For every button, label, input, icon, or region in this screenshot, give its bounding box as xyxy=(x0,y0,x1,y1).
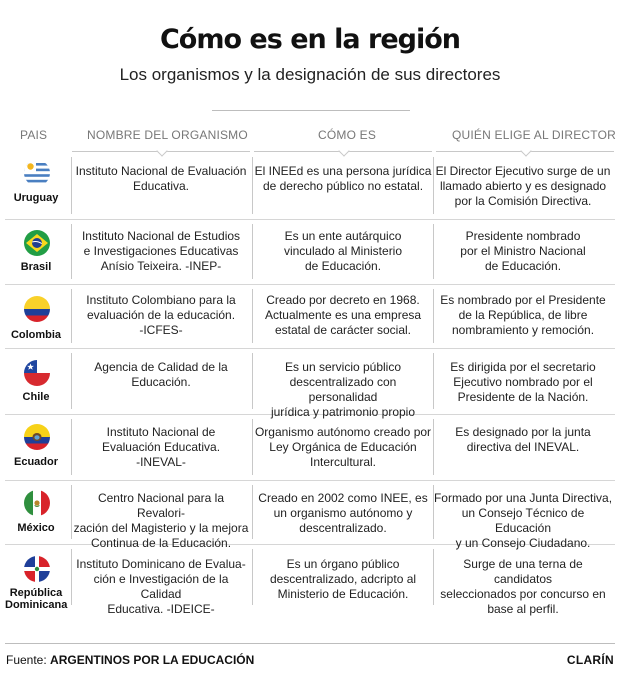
title-divider xyxy=(212,110,410,111)
chile-flag-icon xyxy=(24,360,50,386)
quien-cell: Es nombrado por el Presidente de la República, de libre nombramiento y remoción. xyxy=(440,293,606,337)
quien-cell: Formado por una Junta Directiva, un Consejo Técnico de Educación y un Consejo Ciudadano. xyxy=(433,491,613,550)
organismo-cell: Instituto Colombiano para la evaluación de la educación. -ICFES- xyxy=(86,293,236,337)
row-divider xyxy=(5,480,615,481)
footer-divider xyxy=(5,643,615,644)
country-name: Brasil xyxy=(20,261,52,273)
column-header-como: CÓMO ES xyxy=(318,128,377,142)
source-name: ARGENTINOS POR LA EDUCACIÓN xyxy=(50,653,255,667)
organismo-cell: Instituto Nacional de Estudios e Investigaciones Educativas Anísio Teixeira. -INEP- xyxy=(81,229,241,273)
column-header-pais: PAIS xyxy=(20,128,48,142)
country-name: República Dominicana xyxy=(5,587,68,611)
como-cell: Creado en 2002 como INEE, es un organismo autónomo y descentralizado. xyxy=(258,491,428,535)
brand-logo: CLARÍN xyxy=(566,653,614,667)
quien-cell: El Director Ejecutivo surge de un llamado abierto y es designado por la Comisión Directiva. xyxy=(435,164,611,208)
page-subtitle: Los organismos y la designación de sus directores xyxy=(119,65,501,84)
quien-cell: Es dirigida por el secretario Ejecutivo nombrado por el Presidente de la Nación. xyxy=(450,360,596,404)
organismo-cell: Instituto Dominicano de Evalua- ción e Investigación de la Calidad Educativa. -IDEICE- xyxy=(76,557,246,616)
country-name: Colombia xyxy=(10,329,62,341)
header-notch xyxy=(156,145,167,156)
country-name: México xyxy=(17,522,55,534)
quien-cell: Es designado por la junta directiva del INEVAL. xyxy=(455,425,591,454)
row-divider xyxy=(5,348,615,349)
organismo-cell: Instituto Nacional de Evaluación Educativa. xyxy=(75,164,247,193)
header-notch xyxy=(520,145,531,156)
page-title: Cómo es en la región xyxy=(159,24,461,55)
row-divider xyxy=(5,219,615,220)
como-cell: Organismo autónomo creado por Ley Orgánica de Educación Intercultural. xyxy=(254,425,432,469)
source-label: Fuente: xyxy=(6,653,47,667)
uruguay-flag-icon xyxy=(24,160,50,186)
row-divider xyxy=(5,284,615,285)
organismo-cell: Agencia de Calidad de la Educación. xyxy=(94,360,228,389)
como-cell: Creado por decreto en 1968. Actualmente es una empresa estatal de carácter social. xyxy=(264,293,422,337)
como-cell: El INEEd es una persona jurídica de derecho público no estatal. xyxy=(254,164,432,193)
organismo-cell: Instituto Nacional de Evaluación Educativa. -INEVAL- xyxy=(101,425,221,469)
dominican-republic-flag-icon xyxy=(24,556,50,582)
como-cell: Es un órgano público descentralizado, adcripto al Ministerio de Educación. xyxy=(269,557,417,601)
column-header-organismo: NOMBRE DEL ORGANISMO xyxy=(87,128,248,142)
quien-cell: Presidente nombrado por el Ministro Nacional de Educación. xyxy=(460,229,586,273)
header-notch xyxy=(338,145,349,156)
como-cell: Es un servicio público descentralizado con personalidad jurídica y patrimonio propio xyxy=(270,360,416,419)
country-name: Chile xyxy=(22,391,50,403)
colombia-flag-icon xyxy=(24,296,50,322)
ecuador-flag-icon xyxy=(24,424,50,450)
column-header-quien: QUIÉN ELIGE AL DIRECTOR xyxy=(452,128,616,142)
organismo-cell: Centro Nacional para la Revalori- zación del Magisterio y la mejora Continua de la Educación. xyxy=(73,491,249,550)
como-cell: Es un ente autárquico vinculado al Ministerio de Educación. xyxy=(283,229,403,273)
brazil-flag-icon xyxy=(24,230,50,256)
quien-cell: Surge de una terna de candidatos seleccionados por concurso en base al perfil. xyxy=(440,557,606,616)
mexico-flag-icon xyxy=(24,490,50,516)
country-name: Ecuador xyxy=(13,456,58,468)
country-name: Uruguay xyxy=(13,192,59,204)
source-credit xyxy=(6,653,254,667)
